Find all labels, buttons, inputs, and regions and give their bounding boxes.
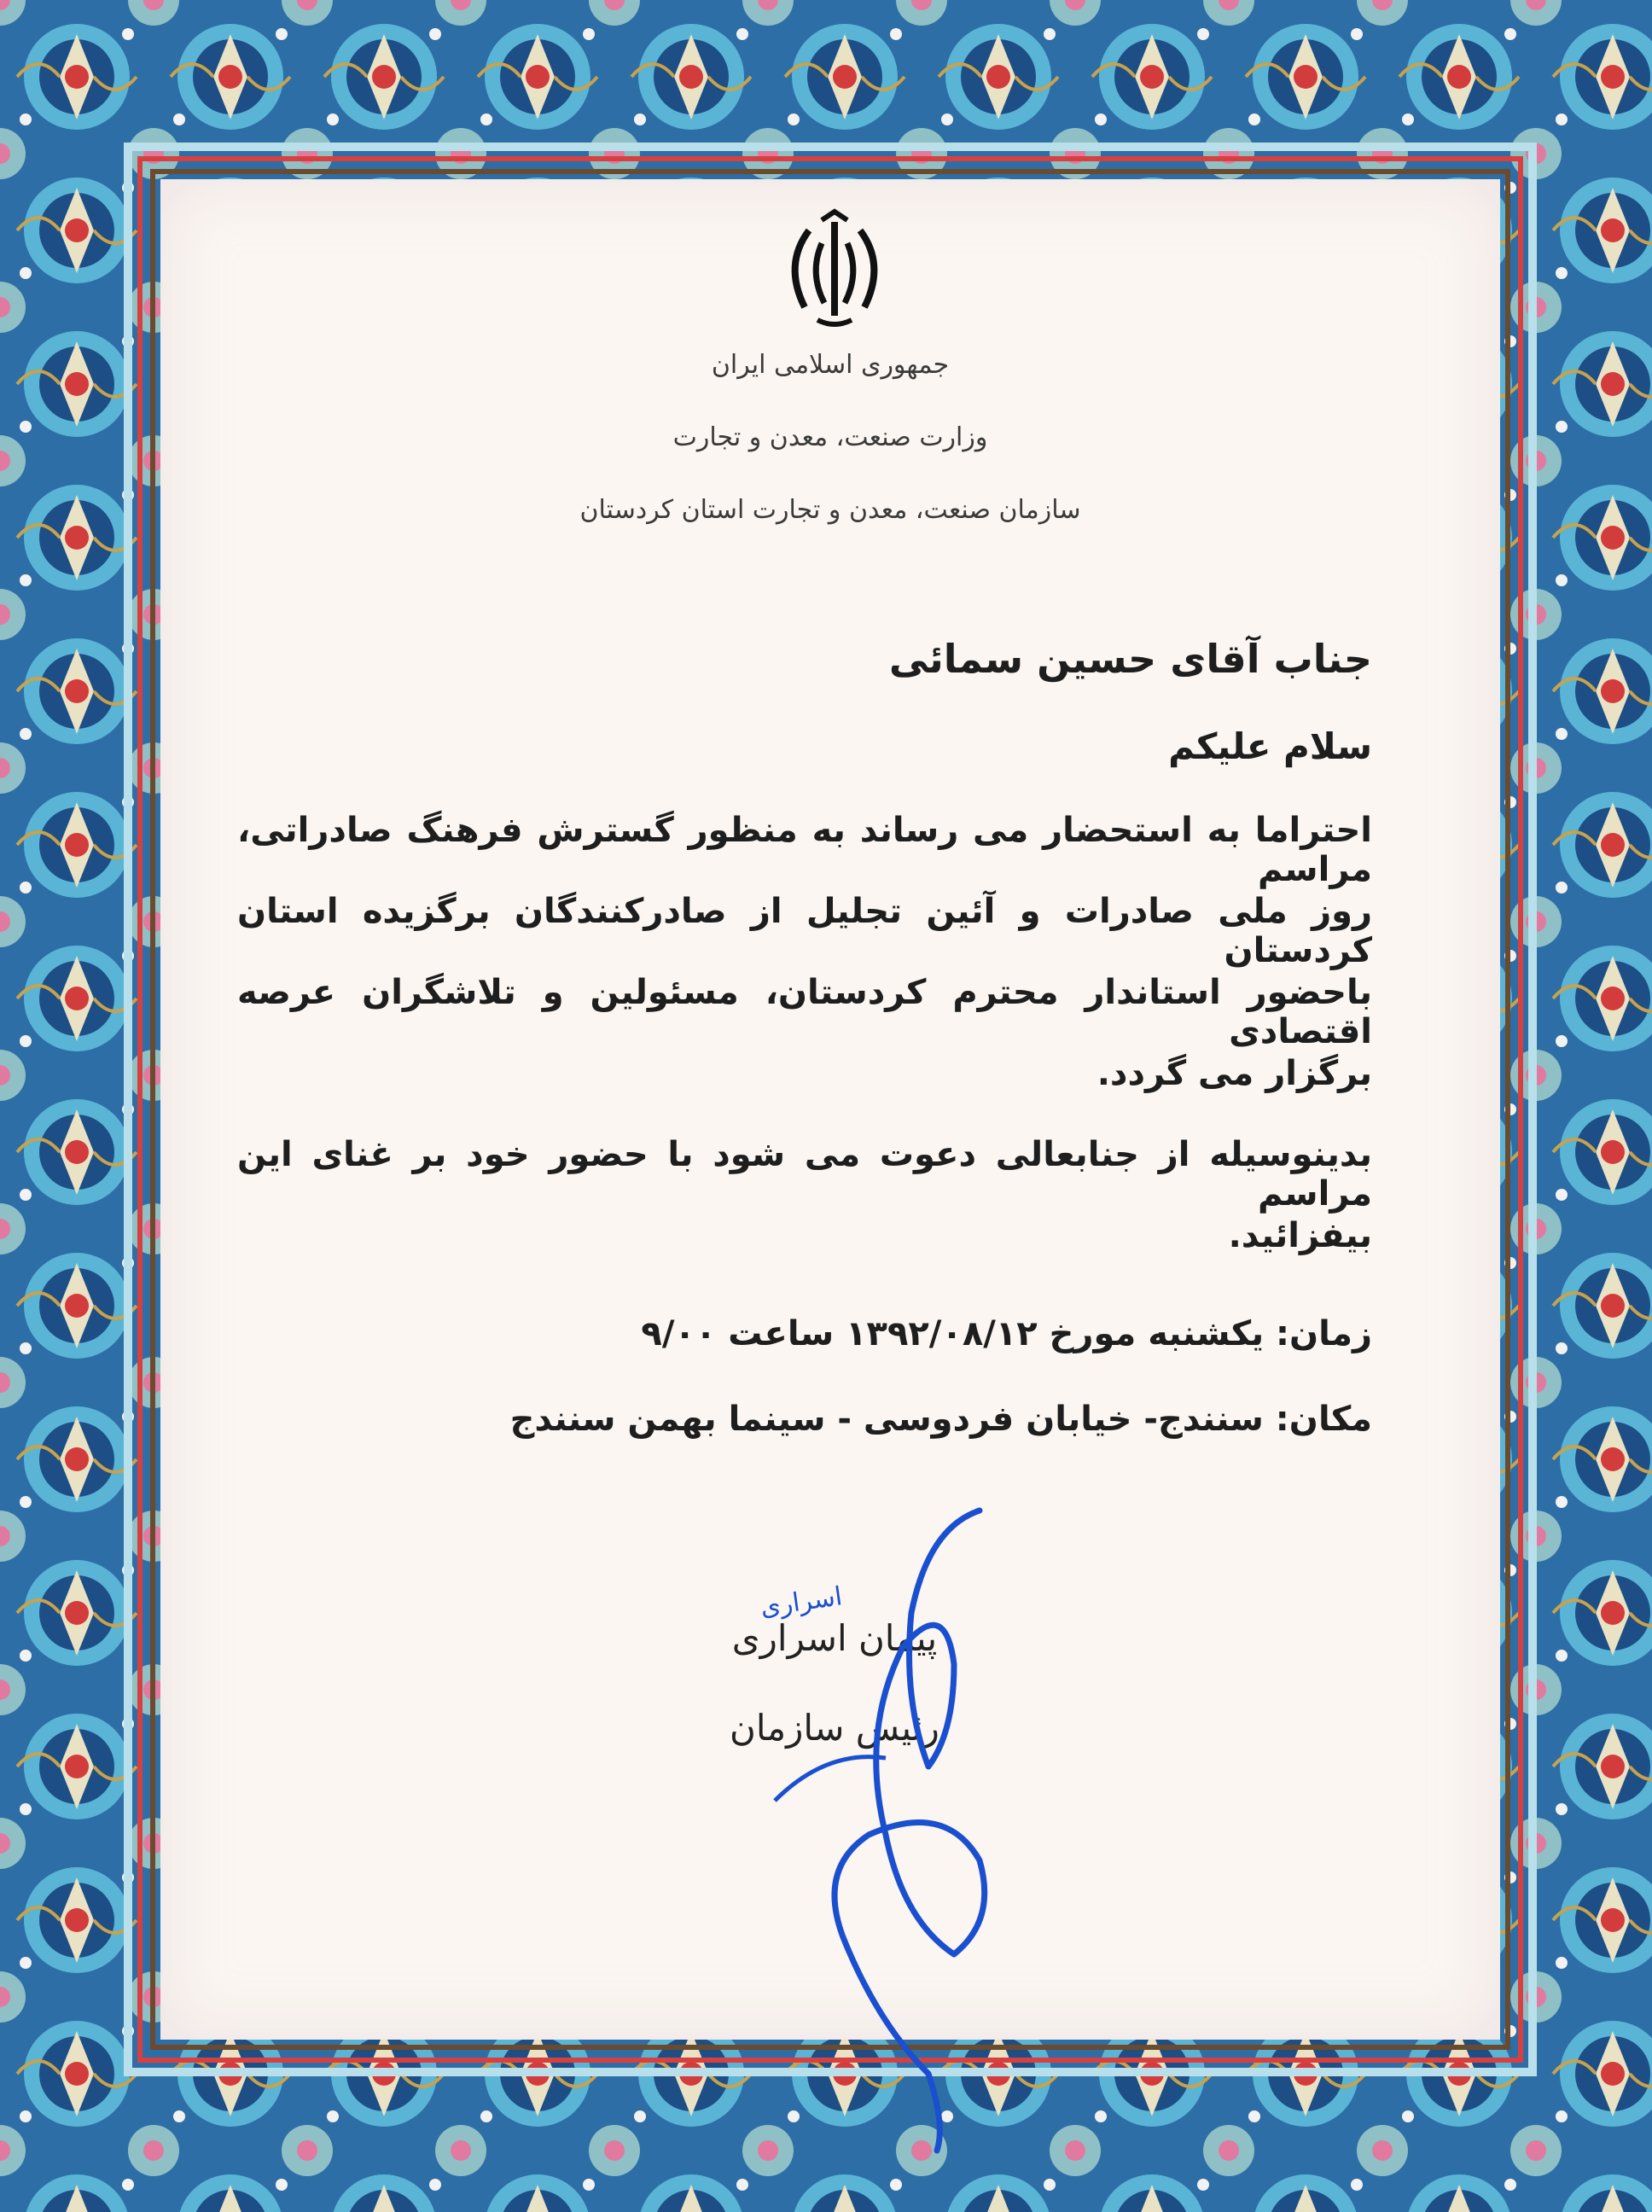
signatory-title: رئیس سازمان xyxy=(730,1707,939,1749)
svg-text:اسراری: اسراری xyxy=(758,1581,845,1623)
paragraph-line: برگزار می گردد. xyxy=(1096,1054,1372,1093)
paragraph-line: باحضور استاندار محترم کردستان، مسئولین و تلاشگران عرصه اقتصادی xyxy=(237,973,1372,1051)
certificate-paper xyxy=(160,179,1500,2040)
iran-emblem-icon xyxy=(775,205,894,333)
ministry-heading: وزارت صنعت، معدن و تجارت xyxy=(672,422,988,452)
event-place: مکان: سنندج- خیابان فردوسی - سینما بهمن سنندج xyxy=(509,1400,1372,1439)
paragraph-line: روز ملی صادرات و آئین تجلیل از صادرکنندگان برگزیده استان کردستان xyxy=(237,892,1372,970)
event-time: زمان: یکشنبه مورخ ۱۳۹۲/۰۸/۱۲ ساعت ۹/۰۰ xyxy=(641,1314,1372,1353)
recipient-line: جناب آقای حسین سمائی xyxy=(888,636,1372,682)
greeting-line: سلام علیکم xyxy=(1168,725,1372,767)
paragraph-line: بدینوسیله از جنابعالی دعوت می شود با حضور خود بر غنای این مراسم xyxy=(237,1135,1372,1214)
signatory-name: پیمان اسراری xyxy=(731,1617,938,1659)
paragraph-line: احتراما به استحضار می رساند به منظور گسترش فرهنگ صادراتی، مراسم xyxy=(237,811,1372,889)
country-heading: جمهوری اسلامی ایران xyxy=(711,350,950,380)
organization-heading: سازمان صنعت، معدن و تجارت استان کردستان xyxy=(579,495,1081,525)
paragraph-line: بیفزائید. xyxy=(1228,1216,1372,1255)
